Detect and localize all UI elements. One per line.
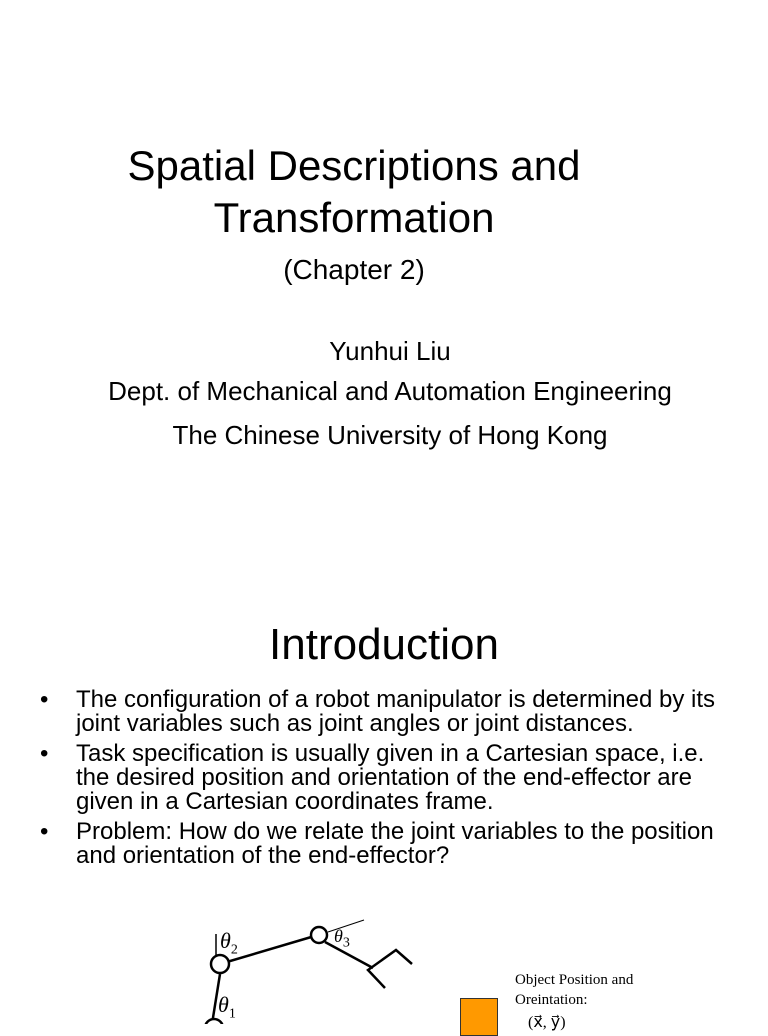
bullet-list — [40, 688, 740, 874]
university: The Chinese University of Hong Kong — [172, 420, 608, 450]
joint-3-circle — [311, 927, 327, 943]
intro-title: Introduction — [269, 620, 499, 669]
theta3-label — [334, 926, 374, 956]
theta1-symbol: θ — [218, 992, 229, 1017]
bullet-dot: • — [40, 818, 49, 845]
theta2-label — [220, 928, 260, 960]
title-line-1: Spatial Descriptions and — [127, 142, 581, 189]
theta2-symbol: θ — [220, 928, 231, 953]
author-name: Yunhui Liu — [329, 336, 451, 366]
object-box — [460, 998, 498, 1036]
theta1-index: 1 — [228, 1006, 236, 1022]
theta3-symbol: θ — [334, 926, 343, 946]
slide-title — [0, 140, 708, 244]
bullet-text: Problem: How do we relate the joint variables to the position and orientation of the end-effector? — [76, 818, 714, 869]
chapter-label: (Chapter 2) — [283, 254, 425, 285]
theta2-index: 2 — [230, 942, 238, 958]
bullet-dot: • — [40, 740, 49, 767]
object-caption: Object Position and Oreintation: — [515, 972, 634, 1008]
gripper — [368, 950, 412, 988]
title-line-2: Transformation — [213, 194, 495, 241]
object-math: (x⃗, y⃗) — [528, 1014, 566, 1031]
theta1-label — [218, 992, 258, 1024]
bullet-text: Task specification is usually given in a Cartesian space, i.e. the desired position and orientation of the end-effector are given in a Cartesian coordinates frame. — [76, 740, 705, 815]
bullet-text: The configuration of a robot manipulator is determined by its joint variables such as joint angles or joint distances. — [76, 686, 716, 737]
list-item — [40, 688, 740, 736]
bullet-dot: • — [40, 686, 49, 713]
list-item — [40, 742, 740, 814]
department: Dept. of Mechanical and Automation Engineering — [108, 376, 672, 406]
list-item — [40, 820, 740, 868]
theta3-index: 3 — [342, 935, 350, 951]
